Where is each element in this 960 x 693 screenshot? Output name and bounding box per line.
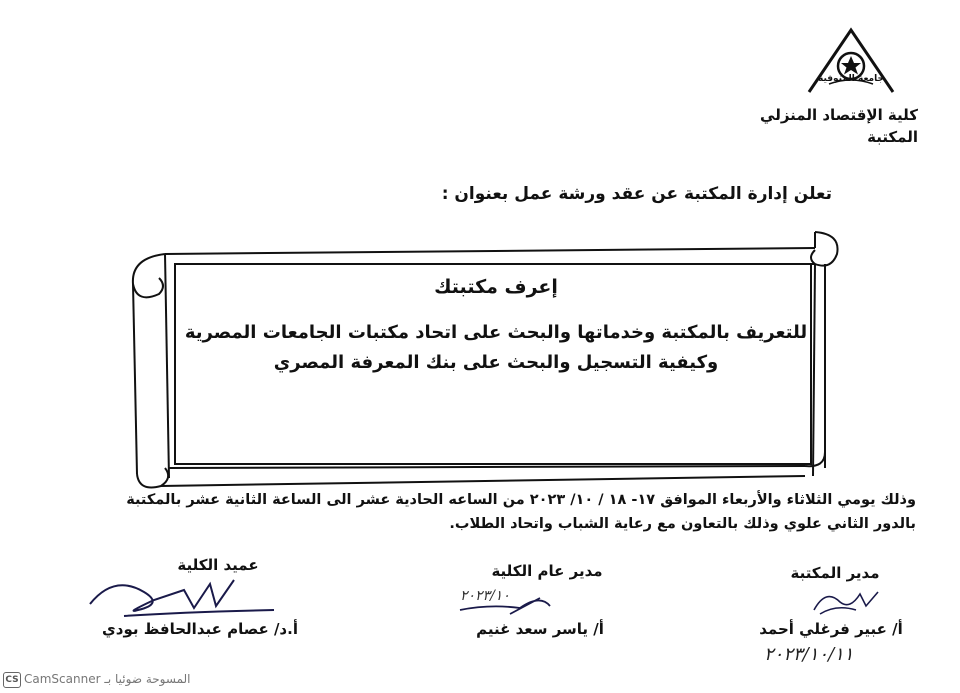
- director-name: أ/ ياسر سعد غنيم: [476, 620, 604, 638]
- banner-description-line-1: للتعريف بالمكتبة وخدماتها والبحث على اتحاد مكتبات الجامعات المصرية: [184, 322, 808, 343]
- librarian-signature: [806, 580, 886, 620]
- dean-name: أ.د/ عصام عبدالحافظ بودي: [102, 620, 298, 638]
- dean-signature: [84, 570, 284, 626]
- university-logo-emblem: [803, 26, 899, 96]
- director-title: مدير عام الكلية: [491, 562, 603, 580]
- university-logo: [803, 26, 899, 96]
- banner-title: إعرف مكتبتك: [434, 276, 558, 298]
- librarian-name: أ/ عبير فرغلي أحمد: [759, 620, 903, 638]
- event-details: [36, 488, 916, 536]
- announcement-heading: تعلن إدارة المكتبة عن عقد ورشة عمل بعنوان :: [441, 184, 832, 204]
- librarian-date: ٢٠٢٣/١٠/١١: [764, 644, 854, 665]
- event-details-line-1: وذلك يومي الثلاثاء والأربعاء الموافق ١٧- ١٨ / ١٠/ ٢٠٢٣ من الساعه الحادية عشر الى الساعة الثانية عشر بالمكتبة: [126, 492, 916, 508]
- director-date: ٢٠٢٣/١٠: [460, 588, 510, 604]
- banner-description-line-2: وكيفية التسجيل والبحث على بنك المعرفة المصري: [273, 352, 719, 373]
- librarian-title: مدير المكتبة: [790, 564, 880, 582]
- logo-caption: جامعة المنوفية: [818, 74, 884, 84]
- camscanner-watermark: CamScanner المسوحة ضوئيا بـ: [24, 672, 191, 686]
- faculty-name: كلية الإقتصاد المنزلي: [760, 106, 918, 124]
- dean-title: عميد الكلية: [177, 556, 259, 574]
- department-name: المكتبة: [867, 128, 918, 146]
- camscanner-badge: CS: [3, 672, 21, 688]
- event-details-line-2: بالدور الثاني علوي وذلك بالتعاون مع رعاية الشباب واتحاد الطلاب.: [449, 516, 916, 532]
